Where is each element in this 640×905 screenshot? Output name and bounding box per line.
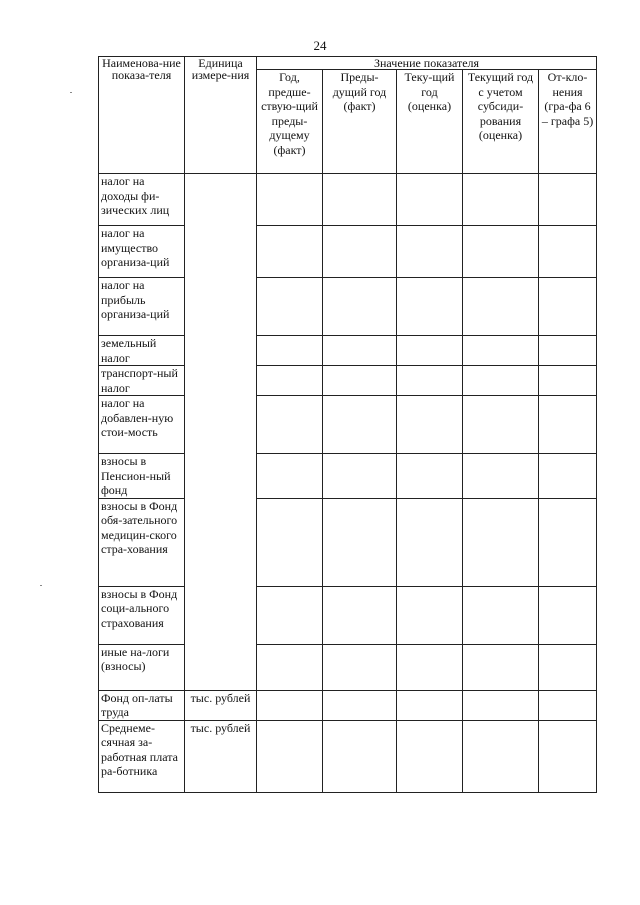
cell-empty [539,336,597,366]
table-row [99,174,597,226]
table-row [99,336,597,366]
row-name: налог на добавлен-ную стои-мость [99,396,185,454]
cell-empty [539,498,597,586]
cell-empty [323,586,397,644]
table-row [99,278,597,336]
cell-empty [539,586,597,644]
row-unit: тыс. рублей [185,720,257,792]
table-row [99,498,597,586]
cell-empty [397,690,463,720]
cell-empty [463,454,539,499]
table-row [99,586,597,644]
row-name: Фонд оп-латы труда [99,690,185,720]
cell-empty [463,366,539,396]
header-value-group: Значение показателя [257,57,597,70]
cell-empty [257,586,323,644]
cell-empty [397,278,463,336]
cell-empty [397,498,463,586]
cell-empty [257,396,323,454]
cell-empty [539,454,597,499]
cell-empty [257,174,323,226]
cell-empty [463,690,539,720]
cell-empty [539,396,597,454]
table-row [99,396,597,454]
header-unit: Единица измере-ния [185,57,257,174]
header-current-year: Теку-щий год (оценка) [397,70,463,174]
cell-empty [463,720,539,792]
cell-empty [539,644,597,690]
cell-empty [397,644,463,690]
scan-speck [40,585,42,586]
cell-empty [257,336,323,366]
cell-empty [323,174,397,226]
header-previous-year: Преды-дущий год (факт) [323,70,397,174]
cell-empty [463,498,539,586]
table-row [99,226,597,278]
cell-empty [323,366,397,396]
cell-empty [257,454,323,499]
cell-empty [539,174,597,226]
row-unit-merged [185,174,257,691]
header-current-year-subsidized: Текущий год с учетом субсиди-рования (оценка) [463,70,539,174]
cell-empty [257,498,323,586]
cell-empty [323,454,397,499]
cell-empty [257,226,323,278]
cell-empty [463,174,539,226]
cell-empty [397,454,463,499]
header-indicator-name: Наименова-ние показа-теля [99,57,185,174]
row-name: взносы в Пенсион-ный фонд [99,454,185,499]
cell-empty [397,396,463,454]
cell-empty [257,720,323,792]
cell-empty [397,586,463,644]
cell-empty [463,644,539,690]
cell-empty [397,366,463,396]
cell-empty [463,226,539,278]
indicator-table [98,56,597,793]
cell-empty [463,586,539,644]
row-name: транспорт-ный налог [99,366,185,396]
row-name: Среднеме-сячная за-работная плата ра-ботника [99,720,185,792]
cell-empty [539,366,597,396]
cell-empty [397,226,463,278]
row-name: налог на имущество организа-ций [99,226,185,278]
row-name: иные на-логи (взносы) [99,644,185,690]
table-row [99,454,597,499]
cell-empty [257,644,323,690]
cell-empty [539,226,597,278]
row-name: земельный налог [99,336,185,366]
cell-empty [257,278,323,336]
cell-empty [463,396,539,454]
table-row [99,720,597,792]
row-name: взносы в Фонд обя-зательного медицин-ского стра-хования [99,498,185,586]
cell-empty [463,336,539,366]
row-name: налог на прибыль организа-ций [99,278,185,336]
cell-empty [323,396,397,454]
cell-empty [397,720,463,792]
cell-empty [323,336,397,366]
cell-empty [257,690,323,720]
cell-empty [323,690,397,720]
row-name: взносы в Фонд соци-ального страхования [99,586,185,644]
table-row [99,366,597,396]
page-number: 24 [313,38,327,53]
table-row [99,690,597,720]
row-unit: тыс. рублей [185,690,257,720]
cell-empty [397,174,463,226]
cell-empty [257,366,323,396]
header-deviation: От-кло-нения (гра-фа 6 – графа 5) [539,70,597,174]
cell-empty [323,498,397,586]
cell-empty [539,278,597,336]
header-year-before-previous: Год, предше-ствую-щий преды-дущему (факт) [257,70,323,174]
cell-empty [397,336,463,366]
row-name: налог на доходы фи-зических лиц [99,174,185,226]
cell-empty [539,720,597,792]
cell-empty [323,720,397,792]
cell-empty [539,690,597,720]
cell-empty [323,644,397,690]
table-row [99,644,597,690]
cell-empty [463,278,539,336]
cell-empty [323,226,397,278]
scan-speck [70,92,72,93]
cell-empty [323,278,397,336]
